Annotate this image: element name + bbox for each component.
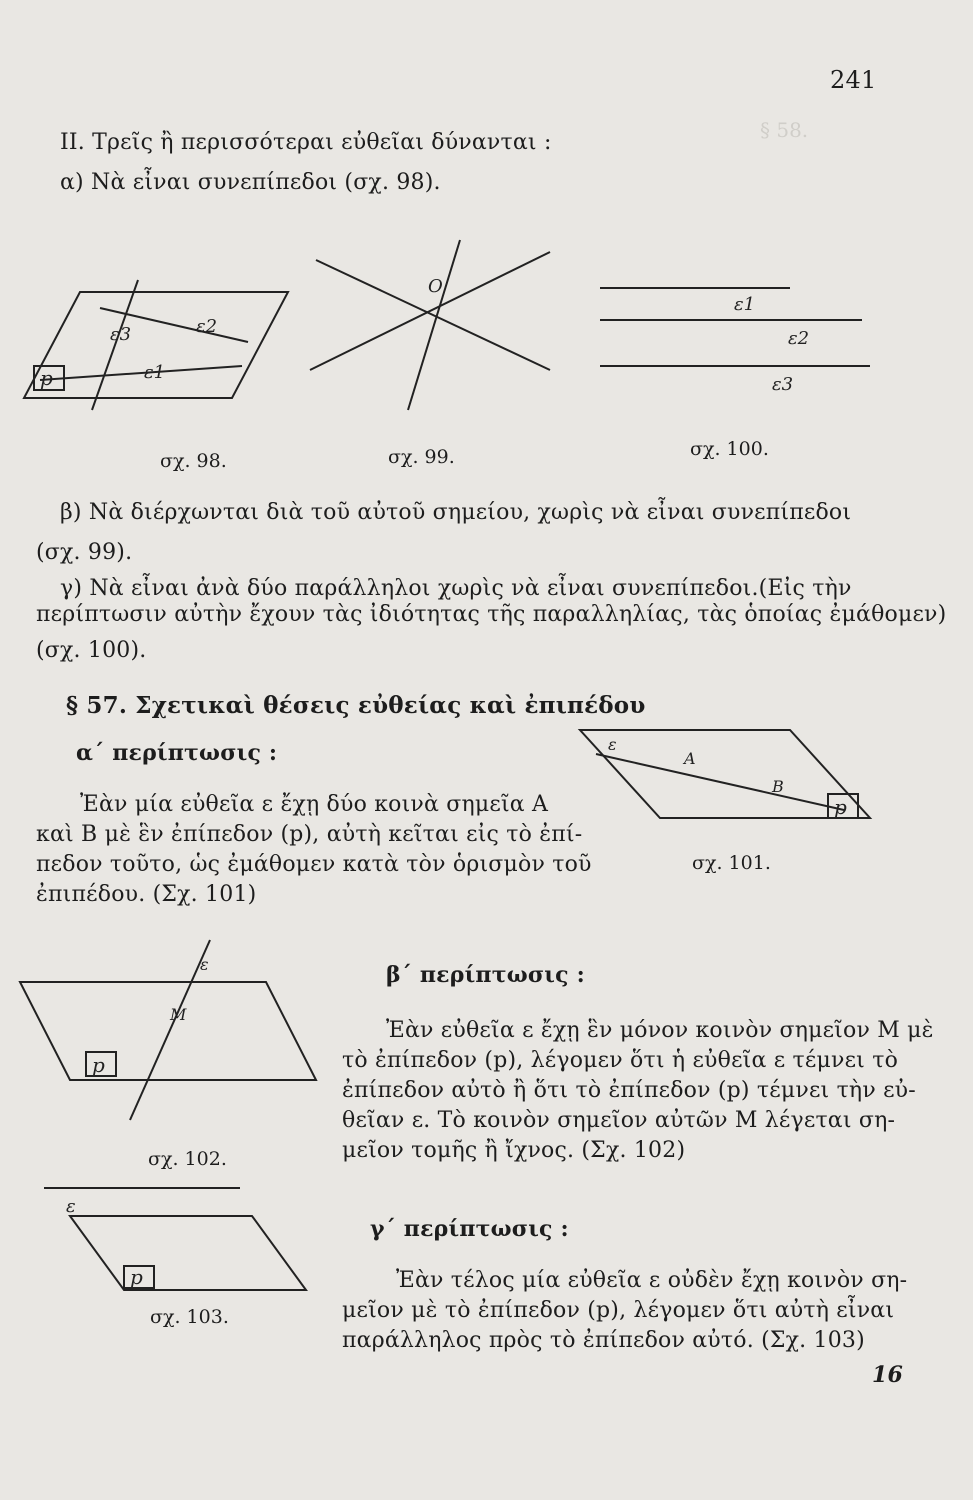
- fig98-label-e2: ε2: [196, 316, 218, 337]
- fig99-point-label: O: [428, 276, 443, 297]
- fig98-line-e1: [40, 366, 242, 380]
- show-through: § 58.: [760, 118, 809, 142]
- fig103-plane: [70, 1216, 306, 1290]
- fig102-line-e: [130, 940, 210, 1120]
- beta-line-2: (σχ. 99).: [36, 540, 133, 565]
- fig101-line-label: ε: [608, 735, 617, 754]
- figure-98: [20, 280, 300, 470]
- fig101-point-b: B: [772, 777, 784, 796]
- case-a-heading: α΄ περίπτωσις :: [76, 740, 278, 766]
- figure-102: [20, 940, 320, 1120]
- section-ii-alpha: α) Νὰ εἶναι συνεπίπεδοι (σχ. 98).: [60, 170, 441, 195]
- case-a-line-2: καὶ Β μὲ ἓν ἐπίπεδον (p), αὐτὴ κεῖται εἰς τὸ ἐπί-: [36, 822, 583, 847]
- case-b-line-5: μεῖον τομῆς ἢ ἴχνος. (Σχ. 102): [342, 1138, 686, 1163]
- case-b-heading: β΄ περίπτωσις :: [386, 962, 585, 988]
- figure-101: [580, 722, 880, 842]
- case-a-line-3: πεδον τοῦτο, ὡς ἐμάθομεν κατὰ τὸν ὁρισμὸν τοῦ: [36, 852, 592, 877]
- fig99-caption: σχ. 99.: [388, 446, 455, 468]
- fig98-label-e1: ε1: [144, 362, 166, 383]
- fig101-line-e: [596, 754, 844, 810]
- fig100-label-e1: ε1: [734, 294, 756, 315]
- case-c-line-2: μεῖον μὲ τὸ ἐπίπεδον (p), λέγομεν ὅτι αὐτὴ εἶναι: [342, 1298, 895, 1323]
- case-a-line-4: ἐπιπέδου. (Σχ. 101): [36, 882, 257, 907]
- fig102-line-label: ε: [200, 955, 209, 974]
- case-c-line-3: παράλληλος πρὸς τὸ ἐπίπεδον αὐτό. (Σχ. 103): [342, 1328, 865, 1353]
- fig101-point-a: A: [684, 749, 696, 768]
- fig98-caption: σχ. 98.: [160, 450, 227, 472]
- case-b-line-2: τὸ ἐπίπεδον (p), λέγομεν ὅτι ἡ εὐθεῖα ε τέμνει τὸ: [342, 1048, 899, 1073]
- case-a-line-1: Ἐὰν μία εὐθεῖα ε ἔχῃ δύο κοινὰ σημεῖα Α: [80, 792, 549, 817]
- gamma-line-2: περίπτωσιν αὐτὴν ἔχουν τὰς ἰδιότητας τῆς παραλληλίας, τὰς ὁποίας ἐμάθομεν): [36, 602, 947, 627]
- section-57-title: § 57. Σχετικαὶ θέσεις εὐθείας καὶ ἐπιπέδου: [66, 692, 646, 719]
- fig102-plane-label: p: [92, 1053, 105, 1077]
- fig101-caption: σχ. 101.: [692, 852, 771, 874]
- fig98-line-e3: [92, 280, 138, 410]
- fig102-caption: σχ. 102.: [148, 1148, 227, 1170]
- figure-103: [40, 1180, 330, 1310]
- fig103-line-label: ε: [66, 1196, 76, 1217]
- fig100-label-e3: ε3: [772, 374, 794, 395]
- fig101-plane-label: p: [834, 795, 847, 819]
- fig102-plane: [20, 982, 316, 1080]
- section-ii-heading: II. Τρεῖς ἢ περισσότεραι εὐθεῖαι δύνανται :: [60, 130, 552, 155]
- case-b-line-3: ἐπίπεδον αὐτὸ ἢ ὅτι τὸ ἐπίπεδον (p) τέμνει τὴν εὐ-: [342, 1078, 916, 1103]
- page-number: 241: [830, 66, 877, 94]
- case-c-heading: γ΄ περίπτωσις :: [370, 1216, 569, 1242]
- fig98-plane-label: p: [40, 366, 53, 390]
- fig100-caption: σχ. 100.: [690, 438, 769, 460]
- gamma-line-1: γ) Νὰ εἶναι ἀνὰ δύο παράλληλοι χωρὶς νὰ εἶναι συνεπίπεδοι.(Εἰς τὴν: [60, 576, 852, 601]
- fig98-label-e3: ε3: [110, 324, 132, 345]
- fig102-point-label: M: [170, 1005, 187, 1024]
- fig103-caption: σχ. 103.: [150, 1306, 229, 1328]
- beta-line-1: β) Νὰ διέρχωνται διὰ τοῦ αὐτοῦ σημείου, χωρὶς νὰ εἶναι συνεπίπεδοι: [60, 500, 852, 525]
- fig101-plane: [580, 730, 870, 818]
- case-b-line-1: Ἐὰν εὐθεῖα ε ἔχῃ ἓν μόνον κοινὸν σημεῖον Μ μὲ: [386, 1018, 934, 1043]
- fig103-plane-label: p: [130, 1265, 143, 1289]
- case-b-line-4: θεῖαν ε. Τὸ κοινὸν σημεῖον αὐτῶν Μ λέγεται ση-: [342, 1108, 896, 1133]
- figure-99: [300, 240, 550, 430]
- signature-mark: 16: [872, 1362, 904, 1388]
- case-c-line-1: Ἐὰν τέλος μία εὐθεῖα ε οὐδὲν ἔχῃ κοινὸν ση-: [396, 1268, 908, 1293]
- fig100-label-e2: ε2: [788, 328, 810, 349]
- gamma-line-3: (σχ. 100).: [36, 638, 147, 663]
- figure-100: [590, 268, 880, 418]
